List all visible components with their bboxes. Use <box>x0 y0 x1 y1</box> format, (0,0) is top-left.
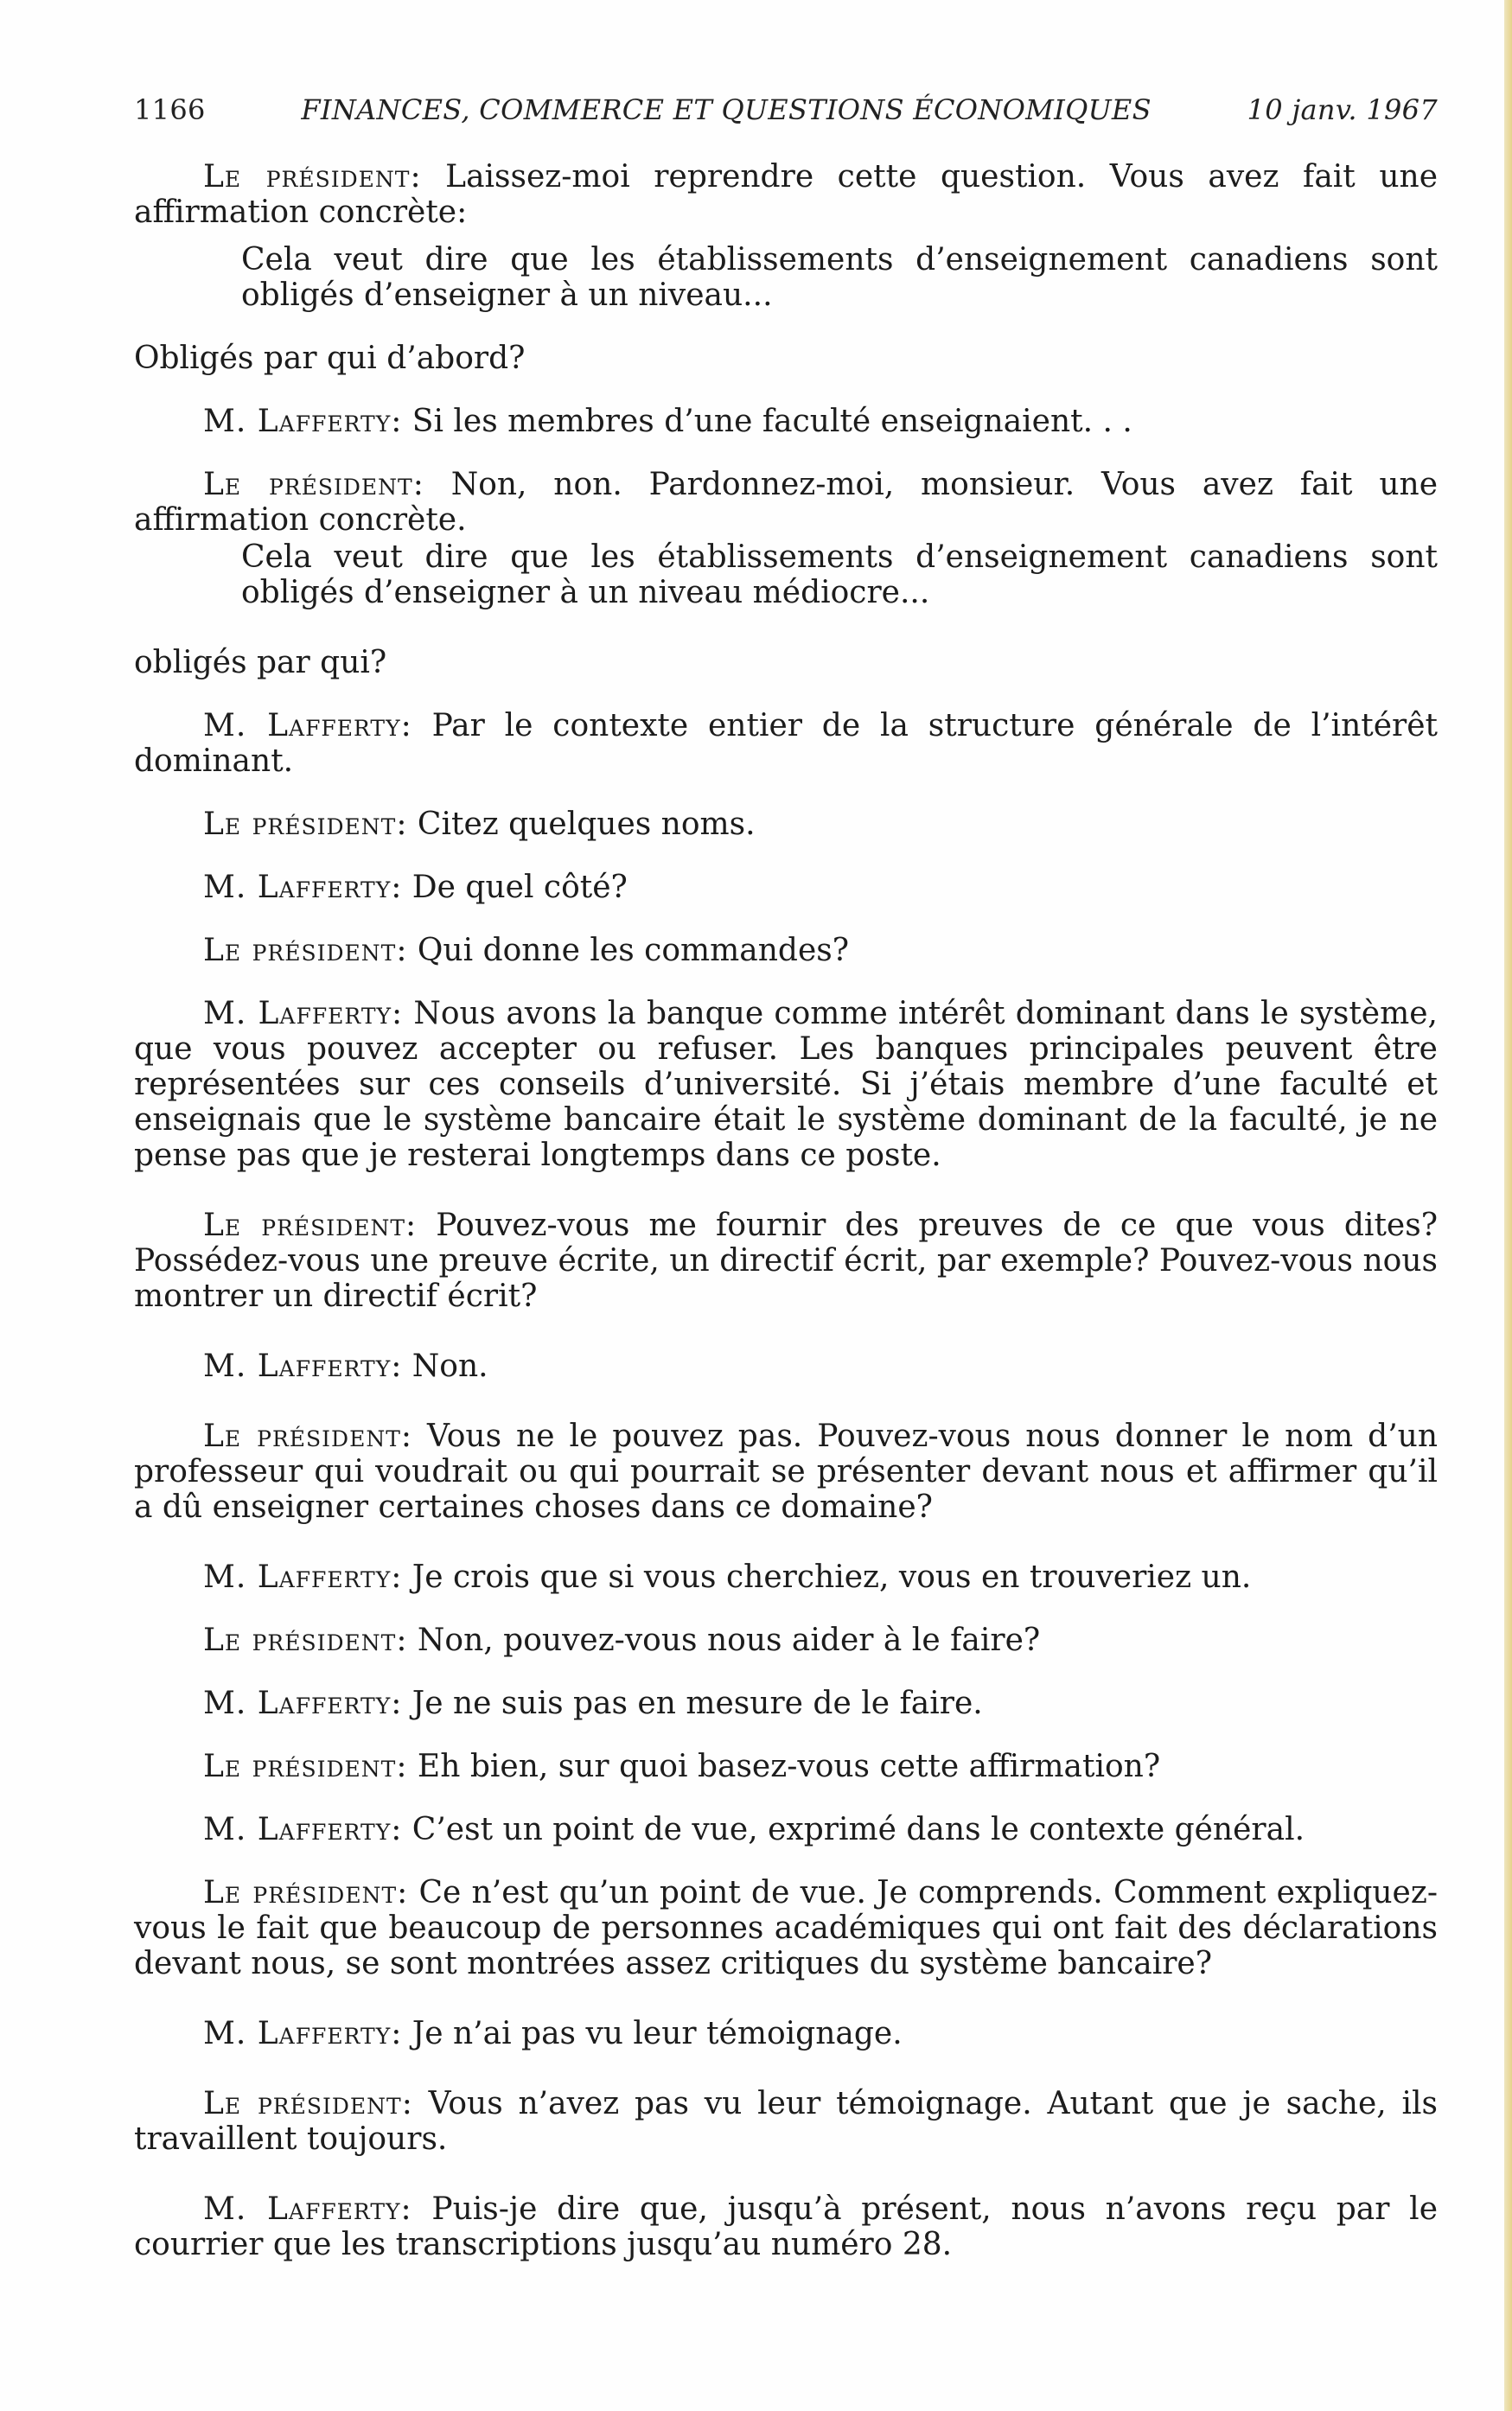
speaker-label: Le président: <box>203 1875 409 1910</box>
plain-paragraph <box>134 341 1438 376</box>
speech-text: C’est un point de vue, exprimé dans le contexte général. <box>411 1812 1305 1847</box>
quote-text: Cela veut dire que les établissements d’enseignement canadiens sont obligés d’enseigner à un niveau médiocre... <box>241 539 1438 610</box>
speech-paragraph <box>134 2086 1438 2157</box>
speech-text: Laissez-moi reprendre cette question. Vous avez fait une affirmation concrète: <box>134 159 1438 230</box>
speaker-label: M. Lafferty: <box>203 2016 403 2051</box>
speech-paragraph <box>134 708 1438 779</box>
speech-paragraph <box>134 404 1438 439</box>
speaker-label: M. Lafferty: <box>203 996 404 1031</box>
speaker-label: M. Lafferty: <box>203 870 403 905</box>
speech-paragraph <box>134 933 1438 968</box>
speech-text: Nous avons la banque comme intérêt dominant dans le système, que vous pouvez accepter ou refuser. Les banques principales peuvent être représentées sur ces conseils d’université. Si j’étais membre d’une faculté et enseignais que le système bancaire était le système dominant de la faculté, je ne pense pas que je resterai longtemps dans ce poste. <box>134 996 1438 1173</box>
speech-text: Qui donne les commandes? <box>417 933 850 968</box>
speaker-label: Le président: <box>203 807 408 842</box>
speech-text: Non. <box>411 1349 488 1384</box>
plain-text: obligés par qui? <box>134 645 387 680</box>
running-title: FINANCES, COMMERCE ET QUESTIONS ÉCONOMIQUES <box>301 93 1152 126</box>
speaker-label: Le président: <box>203 1623 408 1658</box>
speaker-label: M. Lafferty: <box>203 1349 403 1384</box>
speech-text: Non, non. Pardonnez-moi, monsieur. Vous avez fait une affirmation concrète. <box>134 467 1439 538</box>
plain-paragraph <box>134 645 1438 680</box>
speech-text: Vous ne le pouvez pas. Pouvez-vous nous donner le nom d’un professeur qui voudrait ou qui pourrait se présenter devant nous et affirmer qu’il a dû enseigner certaines choses dans ce domaine? <box>134 1419 1439 1525</box>
speech-paragraph <box>134 870 1438 905</box>
speech-paragraph <box>134 1208 1438 1314</box>
speech-text: Puis-je dire que, jusqu’à présent, nous n’avons reçu par le courrier que les transcriptions jusqu’au numéro 28. <box>134 2191 1439 2262</box>
header-date: 10 janv. 1967 <box>1247 93 1438 126</box>
speech-paragraph <box>134 2191 1438 2262</box>
running-header <box>134 93 1438 126</box>
speech-text: Par le contexte entier de la structure générale de l’intérêt dominant. <box>134 708 1439 779</box>
plain-text: Obligés par qui d’abord? <box>134 341 526 376</box>
speech-paragraph <box>134 467 1438 538</box>
speech-paragraph <box>134 996 1438 1173</box>
speech-text: Je n’ai pas vu leur témoignage. <box>411 2016 903 2051</box>
speech-text: Je ne suis pas en mesure de le faire. <box>411 1686 983 1721</box>
speech-text: Pouvez-vous me fournir des preuves de ce que vous dites? Possédez-vous une preuve écrite, un directif écrit, par exemple? Pouvez-vous nous montrer un directif écrit? <box>134 1208 1438 1314</box>
speech-paragraph <box>134 1349 1438 1384</box>
speaker-label: M. Lafferty: <box>203 1559 403 1595</box>
quoted-passage <box>241 242 1438 313</box>
speaker-label: M. Lafferty: <box>203 404 403 439</box>
speech-text: Non, pouvez-vous nous aider à le faire? <box>417 1623 1041 1658</box>
speech-paragraph <box>134 807 1438 842</box>
page-edge <box>1504 0 1512 2411</box>
speech-paragraph <box>134 1559 1438 1595</box>
speech-text: De quel côté? <box>411 870 628 905</box>
speaker-label: Le président: <box>203 467 424 502</box>
speech-text: Citez quelques noms. <box>417 807 756 842</box>
quoted-passage <box>241 539 1438 610</box>
speaker-label: Le président: <box>203 159 422 195</box>
speech-text: Si les membres d’une faculté enseignaient. . . <box>411 404 1132 439</box>
document-page <box>134 93 1438 2290</box>
speaker-label: Le président: <box>203 1208 418 1243</box>
speaker-label: M. Lafferty: <box>203 2191 412 2227</box>
speech-text: Vous n’avez pas vu leur témoignage. Autant que je sache, ils travaillent toujours. <box>134 2086 1438 2157</box>
speaker-label: Le président: <box>203 2086 413 2121</box>
page-number: 1166 <box>134 93 206 126</box>
speech-text: Eh bien, sur quoi basez-vous cette affirmation? <box>417 1749 1161 1784</box>
speech-paragraph <box>134 1686 1438 1721</box>
speaker-label: Le président: <box>203 1419 413 1454</box>
speech-paragraph <box>134 1419 1438 1525</box>
speaker-label: Le président: <box>203 933 408 968</box>
speaker-label: M. Lafferty: <box>203 708 412 743</box>
speaker-label: M. Lafferty: <box>203 1686 403 1721</box>
speech-text: Je crois que si vous cherchiez, vous en trouveriez un. <box>411 1559 1252 1595</box>
quote-text: Cela veut dire que les établissements d’enseignement canadiens sont obligés d’enseigner à un niveau... <box>241 242 1438 313</box>
speaker-label: Le président: <box>203 1749 408 1784</box>
speech-paragraph <box>134 1749 1438 1784</box>
speech-paragraph <box>134 1623 1438 1658</box>
speech-paragraph <box>134 1812 1438 1847</box>
speech-paragraph <box>134 2016 1438 2051</box>
speaker-label: M. Lafferty: <box>203 1812 403 1847</box>
speech-text: Ce n’est qu’un point de vue. Je comprends. Comment expliquez-vous le fait que beaucoup de personnes académiques qui ont fait des déclarations devant nous, se sont montrées assez critiques du système bancaire? <box>134 1875 1438 1981</box>
speech-paragraph <box>134 159 1438 230</box>
speech-paragraph <box>134 1875 1438 1981</box>
